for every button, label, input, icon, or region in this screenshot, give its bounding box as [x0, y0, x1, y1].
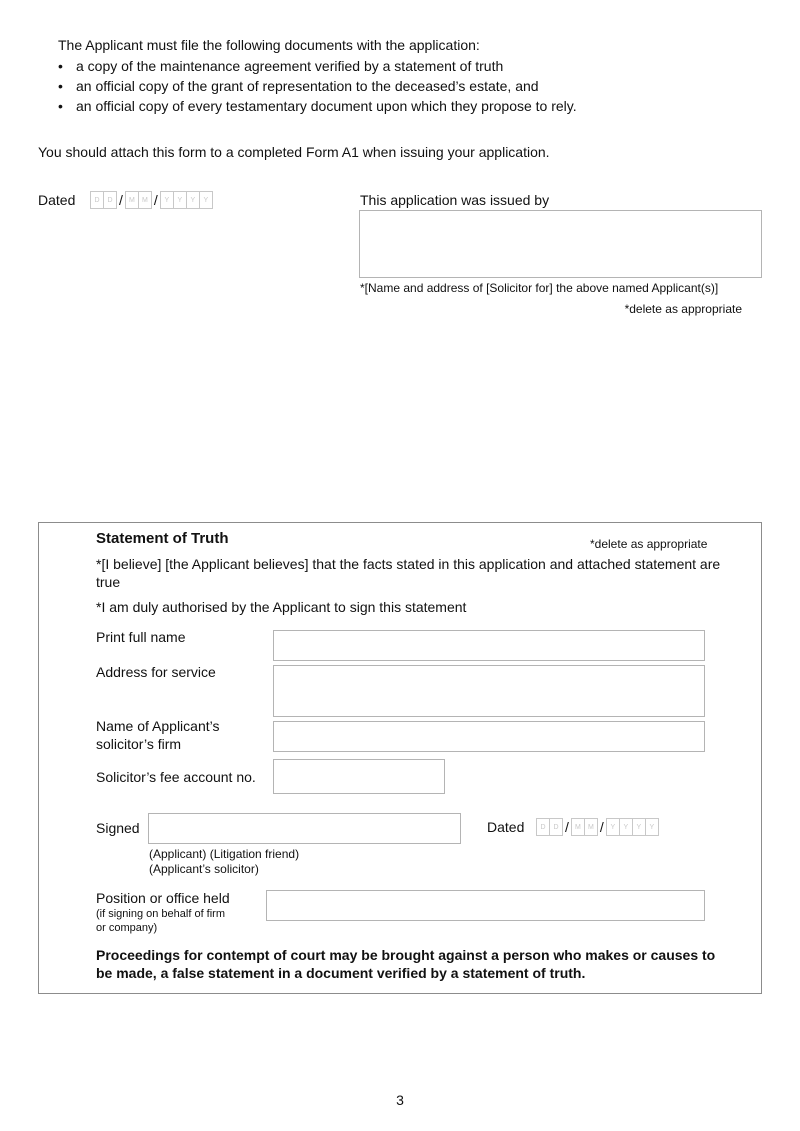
month-cell[interactable]: M — [125, 191, 139, 209]
print-name-label: Print full name — [96, 629, 186, 645]
statement-delete-note: *delete as appropriate — [590, 537, 708, 551]
signer-role-line: (Applicant’s solicitor) — [149, 862, 259, 876]
signed-label: Signed — [96, 820, 140, 836]
year-cell[interactable]: Y — [160, 191, 174, 209]
year-cell[interactable]: Y — [645, 818, 659, 836]
dated-top-field[interactable] — [90, 191, 212, 209]
statement-dated-label: Dated — [487, 819, 525, 835]
year-cell[interactable]: Y — [632, 818, 646, 836]
contempt-warning: Proceedings for contempt of court may be brought against a person who makes or causes to be made, a false statement in a document verified by a statement of truth. — [96, 947, 716, 981]
attach-note: You should attach this form to a completed Form A1 when issuing your application. — [38, 144, 550, 160]
statement-title: Statement of Truth — [96, 530, 229, 547]
date-separator: / — [119, 192, 123, 208]
date-separator: / — [599, 819, 604, 835]
position-input[interactable] — [266, 890, 705, 921]
signature-input[interactable] — [148, 813, 461, 844]
day-cell[interactable]: D — [90, 191, 104, 209]
list-item: • an official copy of the grant of representation to the deceased’s estate, and — [58, 76, 577, 96]
day-cell[interactable]: D — [549, 818, 563, 836]
address-input[interactable] — [273, 665, 705, 717]
day-cell[interactable]: D — [103, 191, 117, 209]
documents-heading: The Applicant must file the following documents with the application: — [58, 37, 480, 53]
position-label: Position or office held — [96, 890, 230, 906]
firm-input[interactable] — [273, 721, 705, 752]
documents-list — [58, 56, 577, 116]
date-separator: / — [153, 192, 158, 208]
issued-by-field[interactable] — [359, 210, 762, 278]
date-separator: / — [565, 819, 569, 835]
year-cell[interactable]: Y — [606, 818, 620, 836]
list-item: • an official copy of every testamentary document upon which they propose to rely. — [58, 96, 577, 116]
year-cell[interactable]: Y — [173, 191, 187, 209]
page-number: 3 — [396, 1092, 404, 1108]
year-cell[interactable]: Y — [186, 191, 200, 209]
firm-label — [96, 717, 219, 753]
position-note-line: or company) — [96, 922, 158, 934]
month-cell[interactable]: M — [138, 191, 152, 209]
statement-dated-field[interactable] — [536, 818, 658, 836]
month-cell[interactable]: M — [571, 818, 585, 836]
firm-label-line: solicitor’s firm — [96, 736, 182, 752]
position-note — [96, 907, 225, 935]
signer-role — [149, 847, 299, 877]
issued-by-label: This application was issued by — [360, 192, 550, 208]
belief-statement: *[I believe] [the Applicant believes] that the facts stated in this application and attached statement are true — [96, 556, 721, 590]
dated-label: Dated — [38, 192, 76, 208]
day-cell[interactable]: D — [536, 818, 550, 836]
authorised-statement: *I am duly authorised by the Applicant to sign this statement — [96, 599, 467, 615]
issued-by-caption: *[Name and address of [Solicitor for] the above named Applicant(s)] — [360, 281, 719, 295]
fee-account-input[interactable] — [273, 759, 445, 794]
signer-role-line: (Applicant) (Litigation friend) — [149, 847, 300, 861]
firm-label-line: Name of Applicant’s — [96, 718, 220, 734]
fee-account-label: Solicitor’s fee account no. — [96, 769, 256, 785]
month-cell[interactable]: M — [584, 818, 598, 836]
address-label: Address for service — [96, 664, 216, 680]
year-cell[interactable]: Y — [199, 191, 213, 209]
delete-note: *delete as appropriate — [624, 302, 742, 316]
print-name-input[interactable] — [273, 630, 705, 661]
position-note-line: (if signing on behalf of firm — [96, 908, 226, 920]
year-cell[interactable]: Y — [619, 818, 633, 836]
list-item: • a copy of the maintenance agreement verified by a statement of truth — [58, 56, 577, 76]
